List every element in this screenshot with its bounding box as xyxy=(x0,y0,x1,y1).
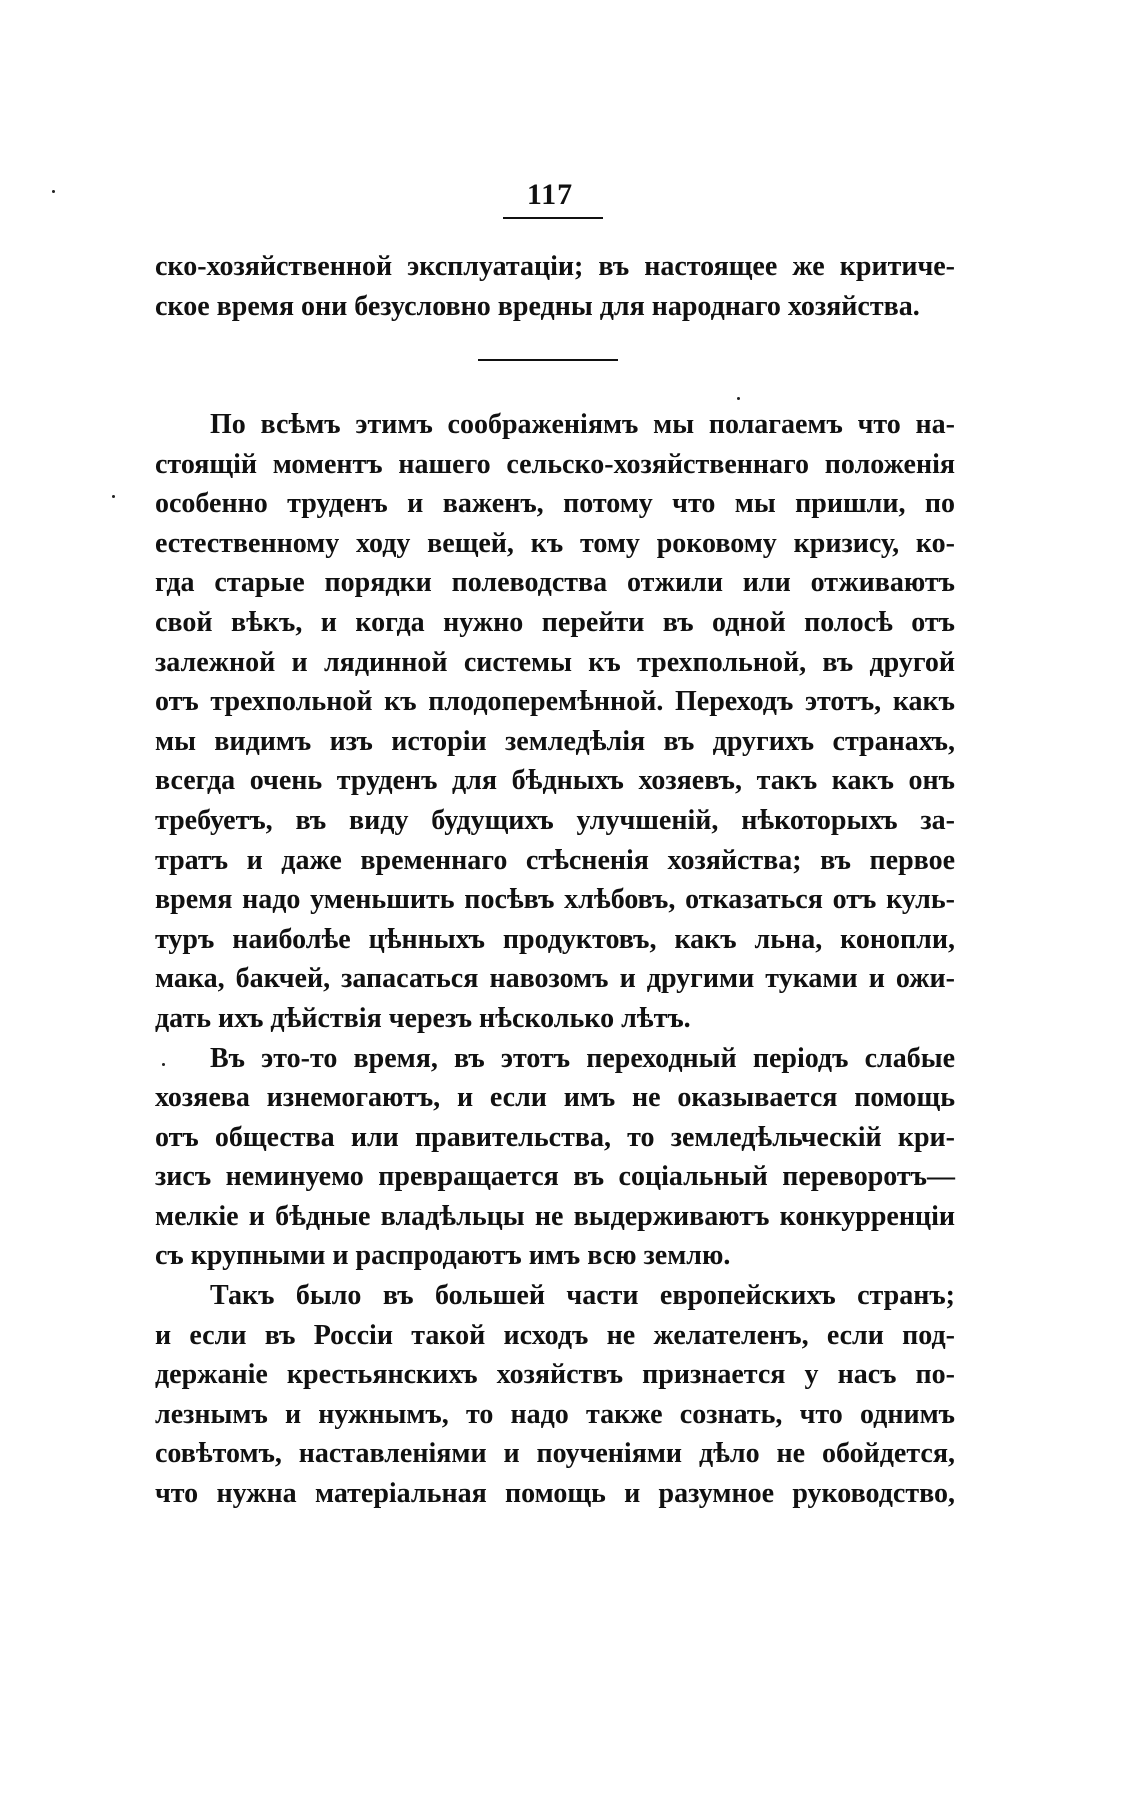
text-line: отъ общества или правительства, то земледѣльческій кри- xyxy=(155,1121,955,1153)
text-line: требуетъ, въ виду будущихъ улучшеній, нѣкоторыхъ за- xyxy=(155,804,955,836)
text-line: лезнымъ и нужнымъ, то надо также сознать, что однимъ xyxy=(155,1398,955,1430)
text-line: естественному ходу вещей, къ тому роковому кризису, ко- xyxy=(155,527,955,559)
text-line: особенно труденъ и важенъ, потому что мы пришли, по xyxy=(155,488,955,520)
page-number: 117 xyxy=(526,178,574,211)
text-line: ское время они безусловно вредны для народнаго хозяйства. xyxy=(155,290,920,322)
text-line: свой вѣкъ, и когда нужно перейти въ одной полосѣ отъ xyxy=(155,606,955,638)
text-line: ско-хозяйственной эксплуатаціи; въ настоящее же критиче- xyxy=(155,251,955,282)
text-line: время надо уменьшить посѣвъ хлѣбовъ, отказаться отъ куль- xyxy=(155,884,955,916)
text-line: туръ наиболѣе цѣнныхъ продуктовъ, какъ льна, конопли, xyxy=(155,923,955,955)
text-line: всегда очень труденъ для бѣдныхъ хозяевъ, такъ какъ онъ xyxy=(155,765,955,797)
text-line: Такъ было въ большей части европейскихъ странъ; xyxy=(210,1280,955,1312)
text-line: мака, бакчей, запасаться навозомъ и другими туками и ожи- xyxy=(155,963,955,995)
text-line: хозяева изнемогаютъ, и если имъ не оказывается помощь xyxy=(155,1082,955,1114)
text-line: зисъ неминуемо превращается въ соціальный переворотъ— xyxy=(155,1161,955,1193)
paragraph-1 xyxy=(155,405,955,1514)
text-line: По всѣмъ этимъ соображеніямъ мы полагаемъ что на- xyxy=(210,409,955,440)
text-line: тратъ и даже временнаго стѣсненія хозяйства; въ первое xyxy=(155,844,955,876)
text-line: держаніе крестьянскихъ хозяйствъ признается у насъ по- xyxy=(155,1359,955,1391)
text-line: дать ихъ дѣйствія черезъ нѣсколько лѣтъ. xyxy=(155,1002,691,1034)
text-line: залежной и лядинной системы къ трехпольной, въ другой xyxy=(155,646,955,678)
text-line: отъ трехпольной къ плодоперемѣнной. Переходъ этотъ, какъ xyxy=(155,686,955,718)
print-speck xyxy=(52,190,55,193)
text-line: и если въ Россіи такой исходъ не желателенъ, если под- xyxy=(155,1319,955,1351)
text-line: стоящій моментъ нашего сельско-хозяйственнаго положенія xyxy=(155,448,955,480)
page-number-rule xyxy=(503,217,603,219)
text-line: гда старые порядки полеводства отжили или отживаютъ xyxy=(155,567,955,599)
text-line: мелкіе и бѣдные владѣльцы не выдерживаютъ конкурренціи xyxy=(155,1200,955,1232)
intro-text xyxy=(155,247,955,326)
text-line: что нужна матеріальная помощь и разумное руководство, xyxy=(155,1478,955,1510)
text-line: съ крупными и распродаютъ имъ всю землю. xyxy=(155,1240,731,1272)
section-divider xyxy=(478,359,618,361)
text-line: совѣтомъ, наставленіями и поученіями дѣло не обойдется, xyxy=(155,1438,955,1470)
print-speck xyxy=(112,495,115,498)
text-line: Въ это-то время, въ этотъ переходный періодъ слабые xyxy=(210,1042,955,1074)
print-speck xyxy=(737,397,740,400)
text-line: мы видимъ изъ исторіи земледѣлія въ другихъ странахъ, xyxy=(155,725,955,757)
